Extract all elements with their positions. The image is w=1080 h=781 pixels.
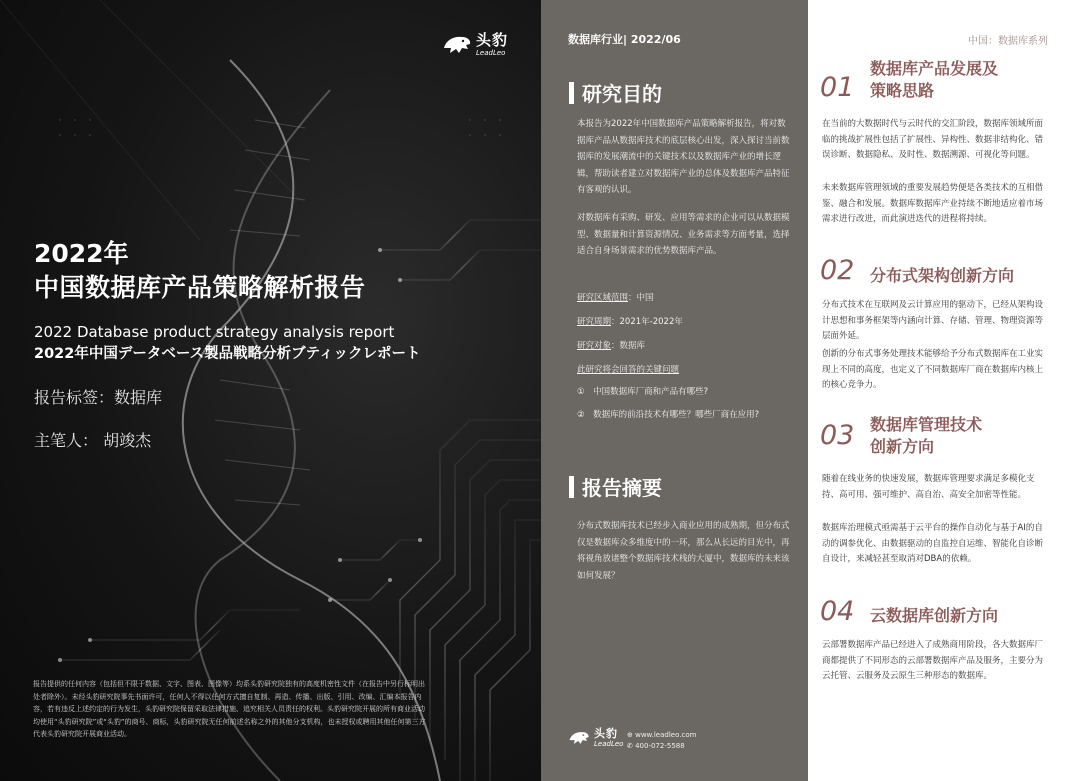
heading-bar (569, 82, 574, 104)
finding-title: 数据库管理技术 创新方向 (870, 415, 983, 456)
logo-name-cn: 头豹 (476, 31, 509, 49)
research-purpose-heading (569, 78, 662, 107)
finding-paragraph: 云部署数据库产品已经进入了成熟商用阶段，各大数据库厂商都提供了不同形态的云部署数据库产品及服务，主要分为云托管、云服务及云原生三种形态的数据库。 (822, 640, 1044, 681)
research-region-value: ：中国 (628, 293, 654, 303)
globe-icon: ⊕ (627, 731, 636, 739)
logo-name-cn: 头豹 (594, 727, 618, 740)
research-region (577, 291, 654, 303)
finding-number: 04 (820, 596, 855, 627)
report-abstract-heading (569, 472, 662, 501)
finding-number: 01 (820, 72, 855, 103)
finding-title: 分布式架构创新方向 (870, 266, 1015, 285)
finding-paragraph: 分布式技术在互联网及云计算应用的驱动下，已经从架构设计思想和事务框架等内涵向计算、存储、管理、物理资源等层面外延。 (822, 300, 1044, 341)
finding-number: 03 (820, 420, 855, 451)
heading-bar (569, 476, 574, 498)
finding-title: 云数据库创新方向 (870, 606, 999, 625)
report-abstract-para: 分布式数据库技术已经步入商业应用的成熟期，但分布式仅是数据库众多维度中的一环，那么从长远的目光中，再将视角放诸整个数据库技术栈的大厦中，数据库的未来该如何发展？ (577, 521, 790, 581)
leopard-logo-icon (568, 730, 590, 746)
research-region-label: 研究区域范围 (577, 293, 629, 303)
report-tag: 报告标签：数据库 (34, 388, 163, 407)
research-object (577, 339, 645, 351)
finding-paragraph: 数据库治理模式亟需基于云平台的操作自动化与基于AI的自动的调参优化、由数据驱动的自监控自运维、智能化自诊断自设计，来减轻甚至取消对DBA的依赖。 (822, 523, 1044, 564)
research-object-value: ：数据库 (611, 341, 646, 351)
cover-title: 中国数据库产品策略解析报告 (34, 273, 366, 302)
leopard-logo-icon (442, 34, 472, 56)
industry-date-header: 数据库行业| 2022/06 (568, 33, 681, 46)
report-abstract-title: 报告摘要 (582, 476, 662, 500)
cover-title-english: 2022 Database product strategy analysis report (34, 323, 395, 341)
key-question-1: ① 中国数据库厂商和产品有哪些? (577, 387, 709, 397)
cover-title-japanese: 2022年中国データベース製品戦略分析ブティックレポート (34, 346, 421, 362)
contact-info (627, 730, 696, 752)
finding-paragraph: 在当前的大数据时代与云时代的交汇阶段，数据库领域所面临的挑战扩展性包括了扩展性、异构性、数据非结构化、错误诊断、数据隐私、及时性、数据溯源、可视化等问题。 (822, 119, 1044, 160)
research-purpose-title: 研究目的 (582, 82, 662, 106)
finding-title: 数据库产品发展及 策略思路 (870, 59, 999, 100)
website-link[interactable]: www.leadleo.com (635, 731, 697, 739)
report-author: 主笔人： 胡竣杰 (34, 431, 152, 450)
phone-icon: ✆ (627, 742, 636, 750)
copyright-disclaimer: 报告提供的任何内容（包括但不限于数据、文字、图表、图像等）均系头豹研究院独有的高度机密性文件（在报告中另行标明出处者除外）。未经头豹研究院事先书面许可，任何人不得以任何方式擅自复制、再造、传播、出版、引用、改编、汇编本报告内容，若有违反上述约定的行为发生，头豹研究院保留采取法律措施、追究相关人员责任的权利。头豹研究院开展的所有商业活动均使用“头豹研究院”或“头豹”的商号、商标，头豹研究院无任何前述名称之外的其他分支机构，也未授权或聘用其他任何第三方代表头豹研究院开展商业活动。 (33, 680, 426, 738)
research-period (577, 315, 683, 327)
research-period-value: ：2021年-2022年 (611, 317, 683, 327)
leadleo-logo (442, 33, 508, 57)
finding-paragraph: 创新的分布式事务处理技术能够给予分布式数据库在工业实现上不同的高度，也定义了不同数据库厂商在数据库内核上的核心竞争力。 (822, 349, 1044, 390)
logo-name-en: LeadLeo (594, 740, 624, 748)
key-questions-label: 此研究将会回答的关键问题 (577, 365, 680, 375)
report-series-label: 中国：数据库系列 (968, 36, 1048, 47)
research-purpose-para-1: 本报告为2022年中国数据库产品策略解析报告，将对数据库产品从数据库技术的底层核心出发，深入探讨当前数据库的发展潮流中的关键技术以及数据库产业的增长逻辑，帮助读者建立对数据库产业的总体及数据库产品特征有客观的认识。 (577, 119, 790, 195)
summary-column (541, 0, 808, 781)
key-findings-page (808, 0, 1080, 781)
finding-number: 02 (820, 255, 855, 286)
leadleo-footer-logo (568, 728, 623, 748)
research-object-label: 研究对象 (577, 341, 612, 351)
cover-year: 2022年 (34, 239, 129, 268)
key-question-2: ② 数据库的前沿技术有哪些？哪些厂商在应用? (577, 410, 760, 420)
finding-paragraph: 随着在线业务的快速发展，数据库管理要求满足多模化支持、高可用、强可维护、高自治、高安全加密等性能。 (822, 474, 1035, 500)
phone-number: 400-072-5588 (635, 742, 685, 750)
finding-paragraph: 未来数据库管理领域的重要发展趋势便是各类技术的互相借鉴、融合和发展。数据库数据库产业持续不断地适应着市场需求进行改进，而此演进迭代的进程将持续。 (822, 183, 1044, 224)
research-period-label: 研究周期 (577, 317, 612, 327)
logo-name-en: LeadLeo (476, 49, 506, 57)
research-purpose-para-2: 对数据库有采购、研发、应用等需求的企业可以从数据模型、数据量和计算资源情况、业务需求等方面考量，选择适合自身场景需求的优势数据库产品。 (577, 213, 790, 256)
